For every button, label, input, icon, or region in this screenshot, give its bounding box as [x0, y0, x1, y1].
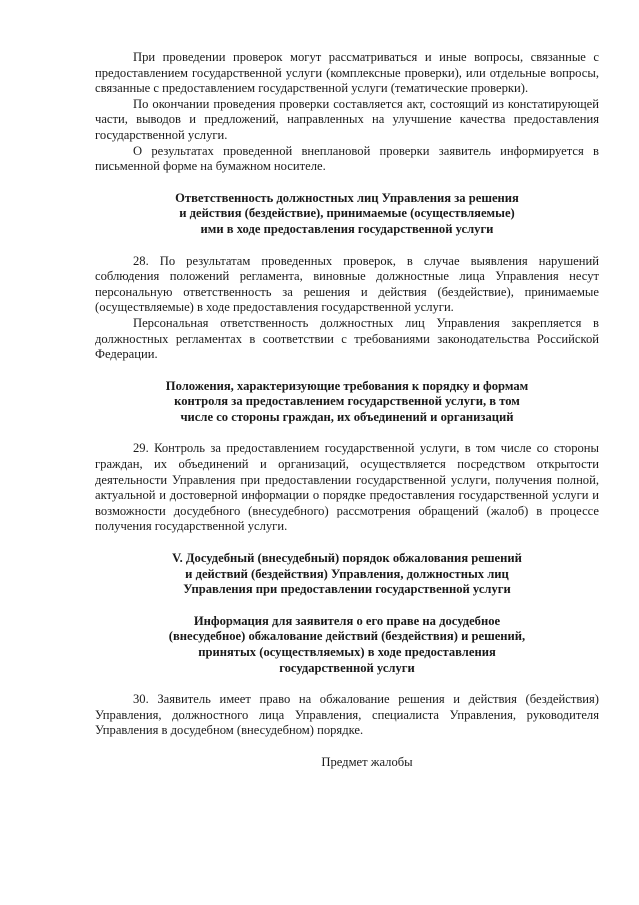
heading-line: числе со стороны граждан, их объединений и организаций	[180, 409, 514, 424]
paragraph-inspection-questions: При проведении проверок могут рассматриваться и иные вопросы, связанные с предоставлением государственной услуги (комплексные проверки), или отдельные вопросы, связанные с предоставлением государственной услуги (тематические проверки).	[95, 50, 599, 96]
paragraph-29: 29. Контроль за предоставлением государственной услуги, в том числе со стороны граждан, их объединений и организаций, осуществляется посредством открытости деятельности Управления при предоставлении государственной услуги, получения полной, актуальной и достоверной информации о порядке предоставления государственной услуги и возможности досудебного (внесудебного) рассмотрения обращений (жалоб) в процессе получения государственной услуги.	[95, 441, 599, 534]
heading-line: государственной услуги	[279, 660, 415, 675]
heading-line: и действий (бездействия) Управления, должностных лиц	[185, 566, 509, 581]
heading-line: Информация для заявителя о его праве на досудебное	[193, 613, 501, 628]
heading-line: Ответственность должностных лиц Управления за решения	[175, 190, 519, 205]
heading-line: ими в ходе предоставления государственной услуги	[200, 221, 494, 236]
paragraph-28: 28. По результатам проведенных проверок, в случае выявления нарушений соблюдения положений регламента, виновные должностные лица Управления несут персональную ответственность за решения и действия (бездействие), принимаемые (осуществляемые) в ходе предоставления государственной услуги.	[95, 253, 599, 315]
heading-section-v	[95, 551, 599, 598]
heading-responsibility	[95, 191, 599, 238]
heading-control	[95, 379, 599, 426]
paragraph-28-personal-responsibility: Персональная ответственность должностных лиц Управления закрепляется в должностных регламентах в соответствии с требованиями законодательства Российской Федерации.	[95, 315, 599, 362]
heading-line: принятых (осуществляемых) в ходе предоставления	[198, 645, 496, 659]
heading-line: и действия (бездействие), принимаемые (осуществляемые)	[179, 206, 515, 221]
subheading-appeal-info	[95, 614, 599, 676]
heading-line: Управления при предоставлении государственной услуги	[183, 582, 511, 597]
heading-line: Положения, характеризующие требования к порядку и формам	[165, 378, 529, 393]
paragraph-inspection-act: По окончании проведения проверки составляется акт, состоящий из констатирующей части, выводов и предложений, направленных на улучшение качества предоставления государственной услуги.	[95, 96, 599, 142]
subject-of-complaint-title: Предмет жалобы	[321, 754, 413, 769]
heading-line: V. Досудебный (внесудебный) порядок обжалования решений	[172, 551, 522, 566]
paragraph-unscheduled-result: О результатах проведенной внеплановой проверки заявитель информируется в письменной форме на бумажном носителе.	[95, 143, 599, 174]
heading-line: (внесудебное) обжалование действий (бездействия) и решений,	[168, 629, 526, 644]
heading-line: контроля за предоставлением государственной услуги, в том	[174, 394, 520, 409]
paragraph-30: 30. Заявитель имеет право на обжалование решения и действия (бездействия) Управления, должностного лица Управления, специалиста Управления, руководителя Управления в досудебном (внесудебном) порядке.	[95, 692, 599, 738]
